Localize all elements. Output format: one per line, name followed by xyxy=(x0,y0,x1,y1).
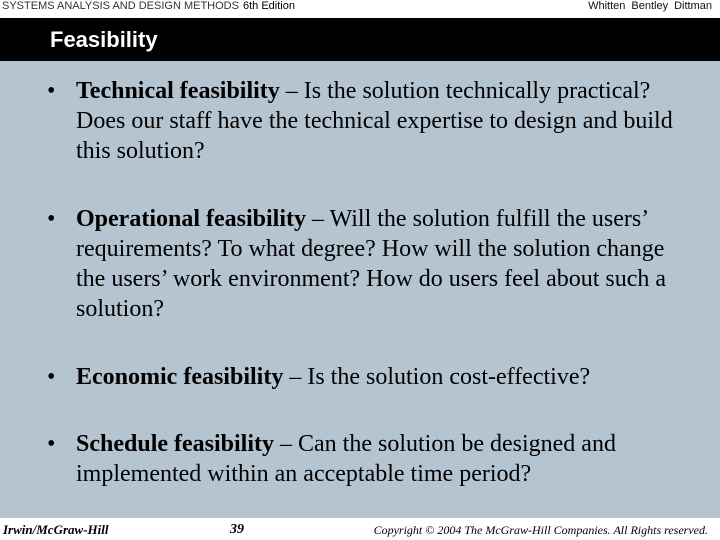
bullet-economic-feasibility xyxy=(47,362,697,392)
page-number: 39 xyxy=(230,522,244,537)
edition-label: 6th Edition xyxy=(242,0,295,12)
bullet-point: • xyxy=(47,364,56,390)
bullet-text: – Will the solution fulfill the users’ requirements? To what degree? How will the solution change the users’ work environment? How do users feel about such a solution? xyxy=(76,206,667,322)
bullet-point: • xyxy=(47,78,56,104)
bullet-point: • xyxy=(47,206,56,232)
bullet-term: Operational feasibility xyxy=(76,206,306,232)
bullet-text: – Can the solution be designed and implemented within an acceptable time period? xyxy=(76,431,616,487)
footer xyxy=(0,518,720,540)
bullet-term: Technical feasibility xyxy=(76,78,280,104)
slide-content xyxy=(0,61,720,518)
bullet-term: Schedule feasibility xyxy=(76,431,275,457)
author-name: Dittman xyxy=(674,0,712,12)
bullet-point: • xyxy=(47,431,56,457)
slide-title: Feasibility xyxy=(50,27,158,52)
copyright-notice: Copyright © 2004 The McGraw-Hill Companies. All Rights reserved. xyxy=(373,523,708,537)
bullet-text: – Is the solution technically practical? Does our staff have the technical expertise to design and build this solution? xyxy=(76,78,673,164)
authors xyxy=(582,0,712,12)
publisher-name: Irwin/McGraw-Hill xyxy=(3,522,109,537)
bullet-term: Economic feasibility xyxy=(76,364,284,390)
bullet-schedule-feasibility xyxy=(47,429,697,489)
bullet-operational-feasibility xyxy=(47,204,697,324)
book-info xyxy=(2,0,295,12)
top-header xyxy=(0,0,720,14)
bullet-text: – Is the solution cost-effective? xyxy=(283,364,591,390)
author-name: Bentley xyxy=(631,0,669,12)
author-name: Whitten xyxy=(588,0,626,12)
bullet-technical-feasibility xyxy=(47,76,697,166)
book-title: SYSTEMS ANALYSIS AND DESIGN METHODS xyxy=(2,0,239,12)
title-bar xyxy=(0,18,720,61)
